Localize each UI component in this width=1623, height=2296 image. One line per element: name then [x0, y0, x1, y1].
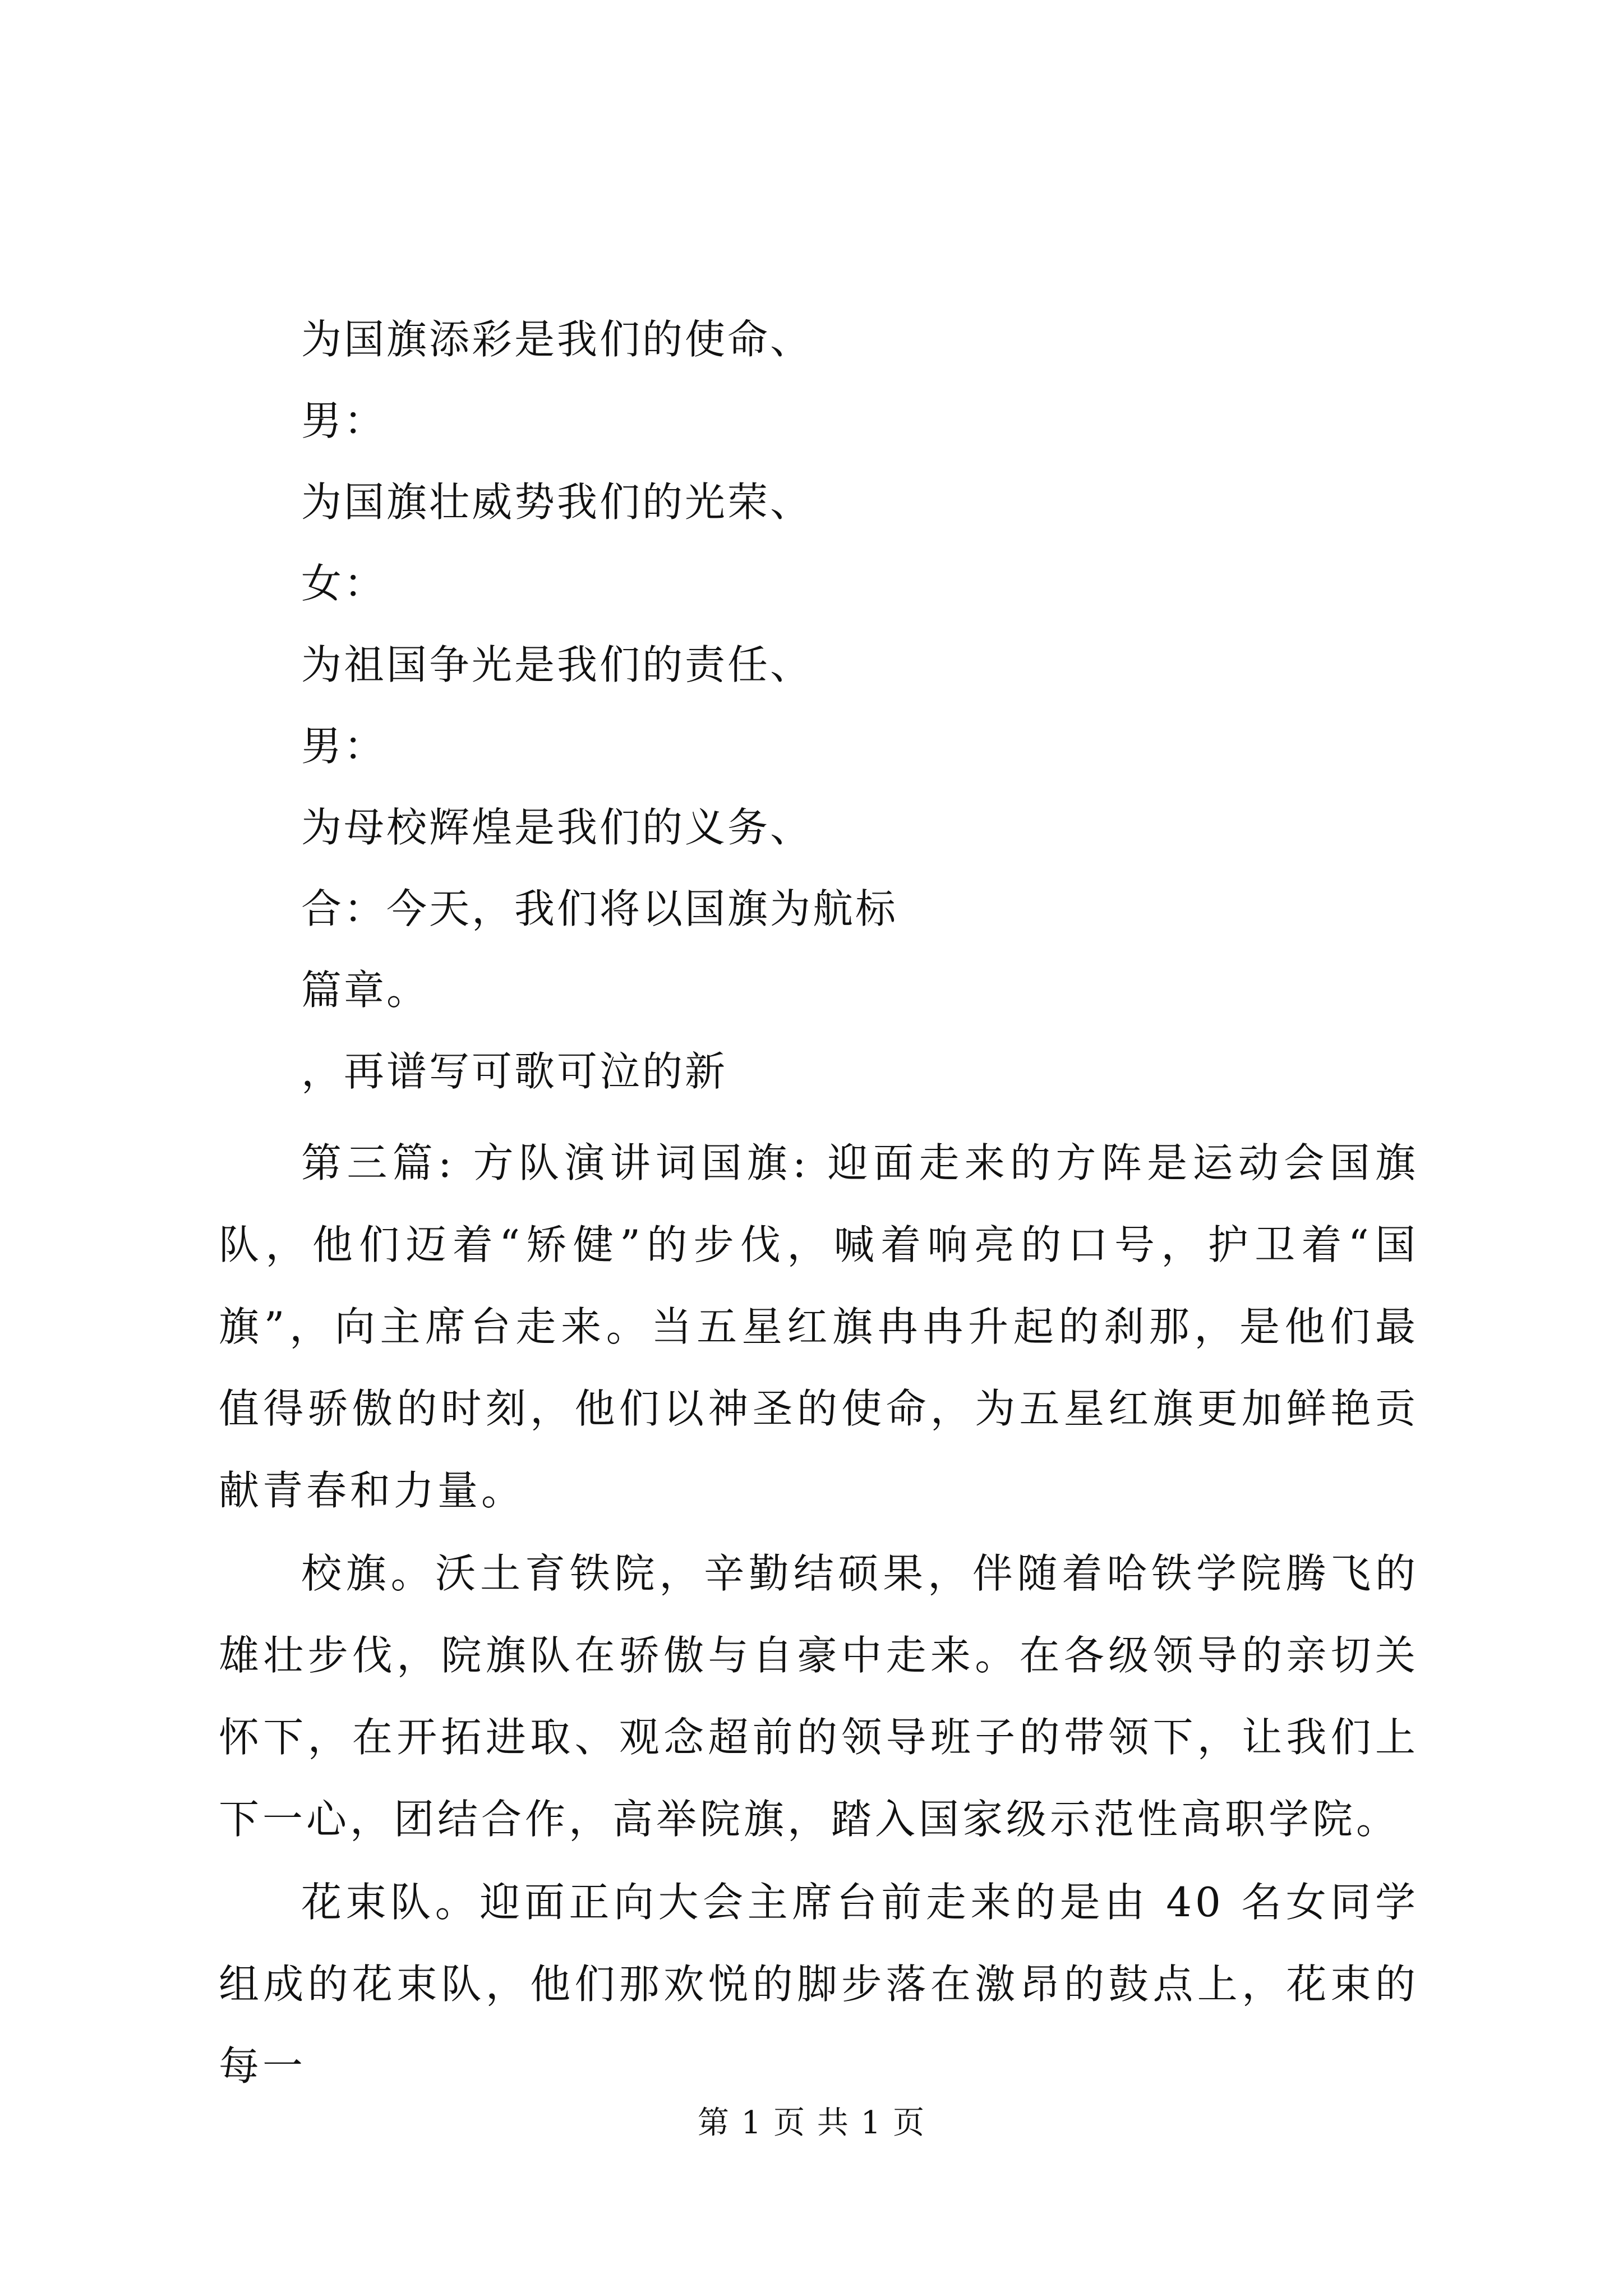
paragraph-school-flag: 校旗。沃土育铁院，辛勤结硕果，伴随着哈铁学院腾飞的雄壮步伐，院旗队在骄傲与自豪中走来。在各级领导的亲切关怀下，在开拓进取、观念超前的领导班子的带领下，让我们上下一心，团结合作，高举院旗，踏入国家级示范性高职学院。: [219, 1550, 1419, 1843]
paragraph-flower-team: 花束队。迎面正向大会主席台前走来的是由 40 名女同学组成的花束队，他们那欢悦的脚步落在激昂的鼓点上，花束的每一: [219, 1879, 1419, 2090]
paragraph-flag-team: 第三篇: 方队演讲词国旗: 迎面走来的方阵是运动会国旗队，他们迈着“矫健”的步伐，喊着响亮的口号，护卫着“国旗”，向主席台走来。当五星红旗冉冉升起的刹那，是他们最值得骄傲的时刻，他们以神圣的使命，为五星红旗更加鲜艳贡献青春和力量。: [219, 1139, 1419, 1514]
dialogue-line: 为国旗添彩是我们的使命、: [301, 316, 813, 363]
dialogue-line: 为母校辉煌是我们的义务、: [301, 804, 813, 851]
dialogue-line: 为祖国争光是我们的责任、: [301, 641, 813, 688]
dialogue-line: ，再谱写可歌可泣的新: [301, 1048, 728, 1095]
dialogue-speaker: 女：: [301, 560, 387, 607]
dialogue-line: 为国旗壮威势我们的光荣、: [301, 478, 813, 526]
dialogue-line: 篇章。: [301, 967, 430, 1014]
dialogue-speaker: 男：: [301, 723, 387, 770]
page-footer: 第 1 页 共 1 页: [697, 2105, 926, 2141]
dialogue-speaker: 男：: [301, 397, 387, 444]
dialogue-line: 合：今天，我们将以国旗为航标: [301, 885, 898, 932]
